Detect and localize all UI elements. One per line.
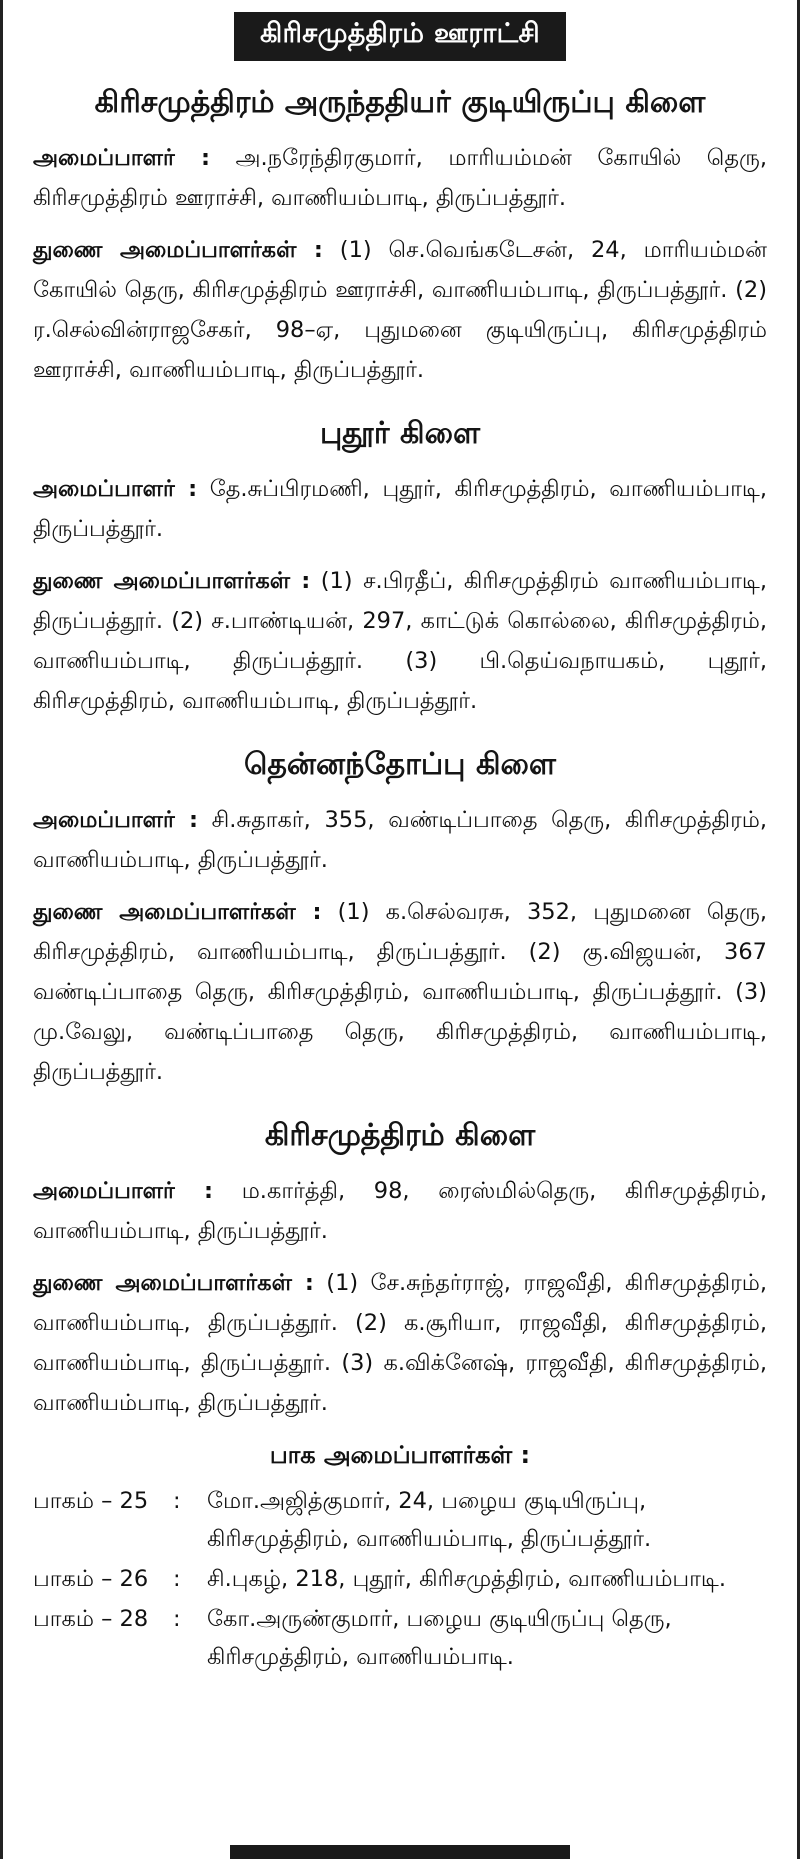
part-row	[33, 1482, 767, 1558]
organizer-label: அமைப்பாளர் :	[33, 476, 198, 502]
part-number: பாகம் – 28	[33, 1606, 149, 1632]
next-section-banner-edge	[230, 1845, 570, 1859]
organizer-text: தே.சுப்பிரமணி, புதூர், கிரிசமுத்திரம், வாணியம்பாடி, திருப்பத்தூர்.	[33, 476, 767, 542]
organizer-paragraph	[33, 469, 767, 549]
panchayat-title-banner: கிரிசமுத்திரம் ஊராட்சி	[234, 12, 566, 61]
part-colon: :	[173, 1606, 181, 1632]
part-number: பாகம் – 25	[33, 1488, 149, 1514]
branch-section	[33, 1118, 767, 1423]
deputy-paragraph	[33, 230, 767, 390]
organizer-paragraph	[33, 1171, 767, 1251]
branch-section	[33, 85, 767, 390]
deputy-text: (1) சே.சுந்தர்ராஜ், ராஜவீதி, கிரிசமுத்திரம், வாணியம்பாடி, திருப்பத்தூர். (2) க.சூரியா, ராஜவீதி, கிரிசமுத்திரம், வாணியம்பாடி, திருப்பத்தூர். (3) க.விக்னேஷ், ராஜவீதி, கிரிசமுத்திரம், வாணியம்பாடி, திருப்பத்தூர்.	[33, 1270, 767, 1416]
part-colon: :	[173, 1488, 181, 1514]
part-detail: சி.புகழ், 218, புதூர், கிரிசமுத்திரம், வாணியம்பாடி.	[207, 1566, 726, 1592]
deputy-label: துணை அமைப்பாளர்கள் :	[33, 568, 311, 594]
organizer-label: அமைப்பாளர் :	[33, 1178, 214, 1204]
organizer-text: அ.நரேந்திரகுமார், மாரியம்மன் கோயில் தெரு, கிரிசமுத்திரம் ஊராச்சி, வாணியம்பாடி, திருப்பத்தூர்.	[33, 145, 767, 211]
part-colon: :	[173, 1566, 181, 1592]
organizer-label: அமைப்பாளர் :	[33, 807, 199, 833]
deputy-paragraph	[33, 892, 767, 1092]
branch-title: தென்னந்தோப்பு கிளை	[244, 747, 556, 782]
part-row	[33, 1560, 767, 1598]
part-number: பாகம் – 26	[33, 1566, 149, 1592]
deputy-text: (1) க.செல்வரசு, 352, புதுமனை தெரு, கிரிசமுத்திரம், வாணியம்பாடி, திருப்பத்தூர். (2) கு.விஜயன், 367 வண்டிப்பாதை தெரு, கிரிசமுத்திரம், வாணியம்பாடி, திருப்பத்தூர். (3) மு.வேலு, வண்டிப்பாதை தெரு, கிரிசமுத்திரம், வாணியம்பாடி, திருப்பத்தூர்.	[33, 899, 767, 1085]
branch-title: கிரிசமுத்திரம் அருந்ததியர் குடியிருப்பு கிளை	[94, 85, 706, 120]
branch-title: புதூர் கிளை	[319, 416, 481, 451]
deputy-label: துணை அமைப்பாளர்கள் :	[33, 899, 322, 925]
part-row	[33, 1600, 767, 1676]
organizer-text: ம.கார்த்தி, 98, ரைஸ்மில்தெரு, கிரிசமுத்திரம், வாணியம்பாடி, திருப்பத்தூர்.	[33, 1178, 767, 1244]
deputy-label: துணை அமைப்பாளர்கள் :	[33, 237, 323, 263]
organizer-text: சி.சுதாகர், 355, வண்டிப்பாதை தெரு, கிரிசமுத்திரம், வாணியம்பாடி, திருப்பத்தூர்.	[33, 807, 767, 873]
part-organizers-heading: பாக அமைப்பாளர்கள் :	[269, 1441, 531, 1469]
organizer-paragraph	[33, 800, 767, 880]
part-detail: மோ.அஜித்குமார், 24, பழைய குடியிருப்பு, கிரிசமுத்திரம், வாணியம்பாடி, திருப்பத்தூர்.	[207, 1488, 652, 1552]
deputy-text: (1) செ.வெங்கடேசன், 24, மாரியம்மன் கோயில் தெரு, கிரிசமுத்திரம் ஊராச்சி, வாணியம்பாடி, திருப்பத்தூர். (2) ர.செல்வின்ராஜசேகர், 98–ஏ, புதுமனை குடியிருப்பு, கிரிசமுத்திரம் ஊராச்சி, வாணியம்பாடி, திருப்பத்தூர்.	[33, 237, 767, 383]
branch-title: கிரிசமுத்திரம் கிளை	[264, 1118, 536, 1153]
branch-section	[33, 416, 767, 721]
organizer-paragraph	[33, 138, 767, 218]
deputy-label: துணை அமைப்பாளர்கள் :	[33, 1270, 314, 1296]
content	[3, 61, 797, 1676]
header	[3, 0, 797, 61]
deputy-paragraph	[33, 561, 767, 721]
organizer-label: அமைப்பாளர் :	[33, 145, 210, 171]
branch-section	[33, 747, 767, 1092]
deputy-text: (1) ச.பிரதீப், கிரிசமுத்திரம் வாணியம்பாடி, திருப்பத்தூர். (2) ச.பாண்டியன், 297, காட்டுக் கொல்லை, கிரிசமுத்திரம், வாணியம்பாடி, திருப்பத்தூர். (3) பி.தெய்வநாயகம், புதூர், கிரிசமுத்திரம், வாணியம்பாடி, திருப்பத்தூர்.	[33, 568, 767, 714]
part-organizers-section	[33, 1441, 767, 1676]
part-detail: கோ.அருண்குமார், பழைய குடியிருப்பு தெரு, கிரிசமுத்திரம், வாணியம்பாடி.	[207, 1606, 672, 1670]
deputy-paragraph	[33, 1263, 767, 1423]
